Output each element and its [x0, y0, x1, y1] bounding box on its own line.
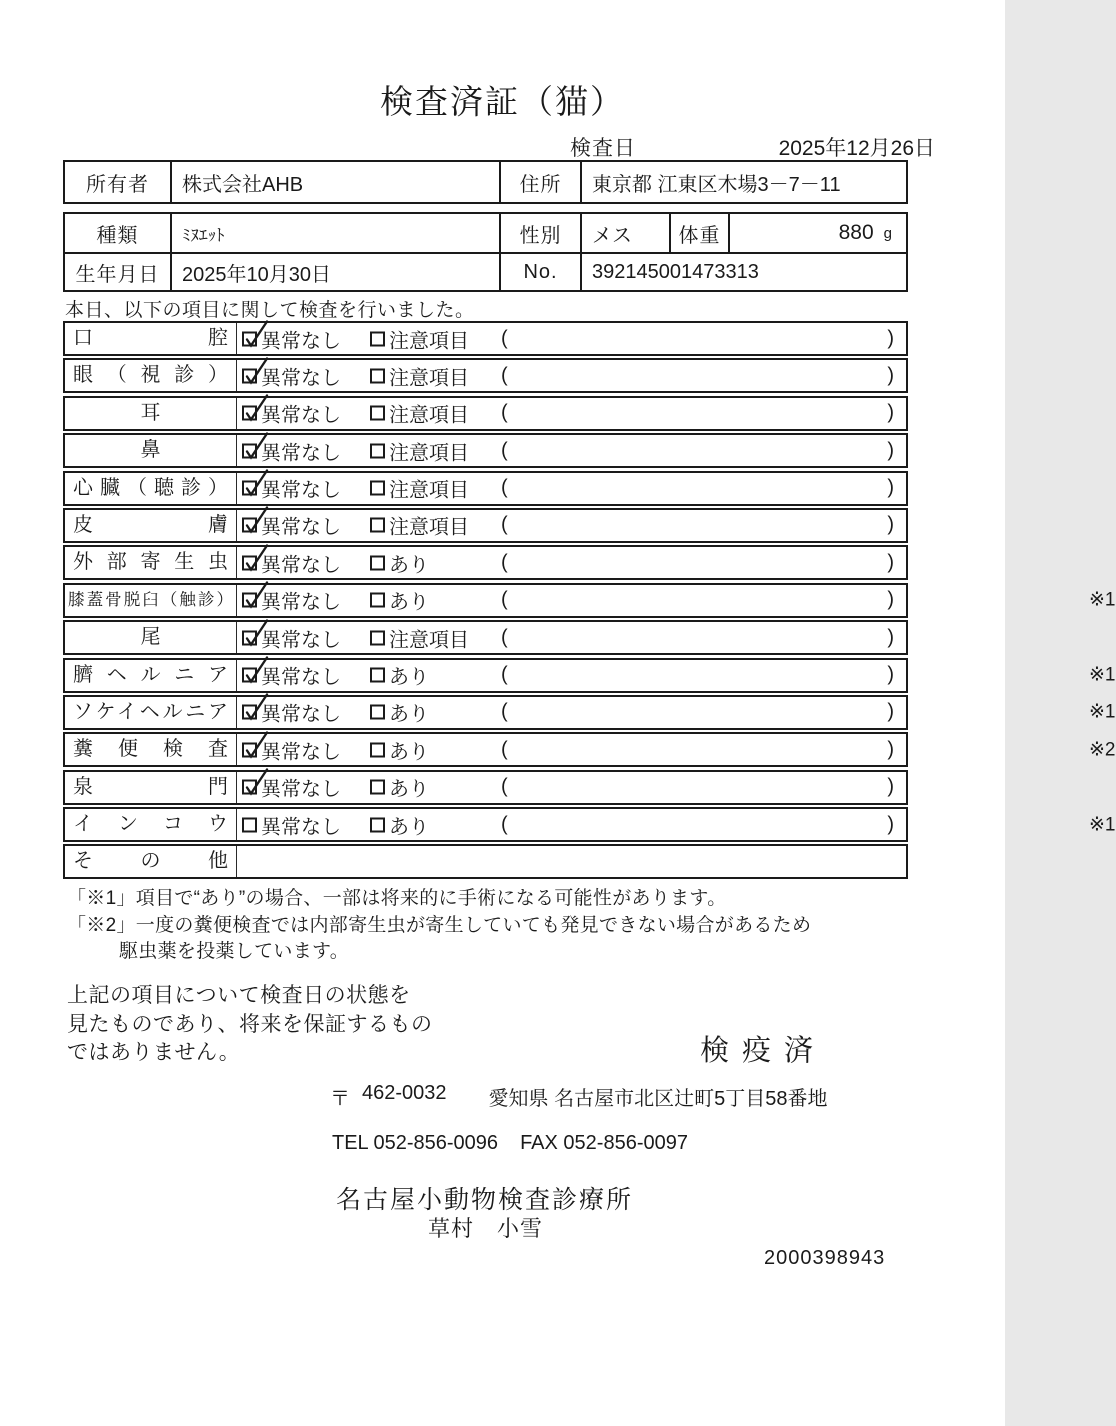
checklist-row: [63, 545, 908, 580]
birth-row: [65, 252, 906, 290]
number-label: No.: [499, 254, 580, 290]
option-no-abnormality-label: 異常なし: [261, 367, 341, 390]
unchecked-checkbox: [370, 593, 385, 608]
checklist-row: [63, 695, 1116, 730]
remarks-paren-close: ): [887, 439, 894, 462]
unchecked-checkbox: [370, 443, 385, 458]
unchecked-checkbox: [370, 518, 385, 533]
quarantine-stamp: 検疫済: [700, 1035, 827, 1067]
checked-checkbox: [242, 331, 257, 346]
remarks-paren-open: (: [501, 327, 508, 349]
checked-checkbox: [242, 742, 257, 757]
unchecked-checkbox: [370, 630, 385, 645]
option-no-abnormality: [242, 623, 341, 652]
unchecked-checkbox: [370, 705, 385, 720]
clinic-address: 愛知県 名古屋市北区辻町5丁目58番地: [488, 1088, 828, 1110]
checkmark-icon: [242, 730, 270, 760]
weight-unit: g: [883, 224, 892, 242]
option-no-abnormality-label: 異常なし: [261, 816, 341, 839]
unchecked-checkbox: [370, 481, 385, 496]
option-attention: [370, 436, 469, 465]
checklist-row: [63, 358, 908, 393]
checklist-row: [63, 844, 908, 879]
checked-checkbox: [242, 481, 257, 496]
birthdate-value: 2025年10月30日: [170, 254, 499, 290]
birthdate-label: 生年月日: [75, 263, 160, 286]
remarks-paren-open: (: [501, 439, 508, 462]
fax-label: FAX: [520, 1132, 558, 1154]
sex-label: 性別: [499, 214, 580, 252]
checklist-row: [63, 396, 908, 431]
reference-mark: ※1: [1089, 664, 1116, 686]
checkmark-icon: [242, 469, 270, 499]
unchecked-checkbox: [370, 368, 385, 383]
checklist-table: [63, 321, 1116, 879]
option-no-abnormality-label: 異常なし: [261, 479, 341, 502]
option-attention-label: あり: [389, 816, 429, 839]
option-attention: [370, 735, 429, 764]
checklist-row: [63, 471, 908, 506]
inspection-date-label: 検査日: [570, 137, 636, 160]
option-no-abnormality-label: 異常なし: [261, 703, 341, 726]
checked-checkbox: [242, 593, 257, 608]
checklist-result-cell: [237, 360, 906, 391]
checklist-item-label: 臍ヘルニア: [65, 660, 237, 691]
checkmark-icon: [242, 506, 270, 536]
checked-checkbox: [242, 555, 257, 570]
option-no-abnormality-label: 異常なし: [261, 629, 341, 652]
option-no-abnormality: [242, 436, 341, 465]
option-attention: [370, 661, 429, 690]
intro-statement: 本日、以下の項目に関して検査を行いました。: [65, 300, 475, 321]
option-attention: [370, 810, 429, 839]
checked-checkbox: [242, 368, 257, 383]
remarks-paren-open: (: [501, 513, 508, 536]
option-no-abnormality: [242, 735, 341, 764]
owner-label: 所有者: [86, 173, 149, 196]
remarks-paren-open: (: [501, 476, 508, 499]
footnotes: [67, 886, 811, 966]
remarks-paren-close: ): [887, 476, 894, 499]
checklist-result-cell: [237, 510, 906, 541]
checklist-row: [63, 807, 1116, 842]
remarks-paren-close: ): [887, 401, 894, 424]
remarks-paren-close: ): [887, 327, 894, 349]
serial-number: 2000398943: [764, 1247, 886, 1269]
animal-info-table: [63, 212, 908, 292]
option-no-abnormality-label: 異常なし: [261, 554, 341, 577]
checked-checkbox: [242, 443, 257, 458]
option-attention-label: 注意項目: [389, 479, 469, 502]
checked-checkbox: [242, 668, 257, 683]
option-attention-label: 注意項目: [389, 330, 469, 352]
unchecked-checkbox: [370, 742, 385, 757]
checked-checkbox: [242, 705, 257, 720]
checked-checkbox: [242, 780, 257, 795]
checklist-item-label: 尾: [65, 622, 237, 653]
option-no-abnormality: [242, 773, 341, 802]
unchecked-checkbox: [370, 406, 385, 421]
remarks-paren-close: ): [887, 738, 894, 761]
footnote-2-continued: 駆虫薬を投薬しています。: [119, 941, 350, 962]
disclaimer-line-3: ではありません。: [67, 1041, 241, 1064]
checklist-row: [63, 658, 1116, 693]
breed-row: [65, 214, 906, 252]
footnote-2: 「※2」一度の糞便検査では内部寄生虫が寄生していても発見できない場合があるため: [67, 914, 812, 936]
option-no-abnormality: [242, 661, 341, 690]
option-no-abnormality: [242, 698, 341, 727]
document-title: 検査済証（猫）: [380, 83, 625, 120]
checklist-result-cell: [237, 772, 906, 803]
checkmark-icon: [242, 581, 270, 611]
disclaimer-line-2: 見たものであり、将来を保証するもの: [67, 1012, 433, 1036]
examiner-name: 草村 小雪: [428, 1216, 544, 1241]
option-no-abnormality-label: 異常なし: [261, 778, 341, 801]
option-attention-label: 注意項目: [389, 367, 469, 390]
checkmark-icon: [242, 431, 270, 461]
checklist-item-label: ソケイヘルニア: [65, 697, 237, 728]
option-no-abnormality: [242, 586, 341, 615]
unchecked-checkbox: [242, 817, 257, 832]
checklist-row: [63, 583, 1116, 618]
weight-label: 体重: [669, 214, 728, 252]
option-attention: [370, 586, 429, 615]
option-attention-label: あり: [389, 591, 429, 614]
unchecked-checkbox: [370, 331, 385, 346]
remarks-paren-close: ): [887, 775, 894, 798]
option-attention: [370, 474, 469, 503]
checkmark-icon: [242, 768, 270, 798]
number-value: 392145001473313: [580, 254, 906, 290]
weight-value-cell: [728, 214, 906, 252]
option-no-abnormality-label: 異常なし: [261, 666, 341, 689]
checkmark-icon: [242, 394, 270, 424]
option-no-abnormality-label: 異常なし: [261, 741, 341, 764]
reference-mark: ※1: [1089, 589, 1116, 611]
checklist-item-label: 皮膚: [65, 510, 237, 541]
option-attention-label: あり: [389, 666, 429, 689]
checklist-result-cell: [237, 435, 906, 466]
option-attention-label: あり: [389, 741, 429, 764]
checkmark-icon: [242, 693, 270, 723]
checklist-item-label: 膝蓋骨脱臼（触診）: [65, 585, 237, 616]
checklist-result-cell: [237, 547, 906, 578]
remarks-paren-close: ): [887, 813, 894, 836]
remarks-paren-open: (: [501, 401, 508, 424]
reference-mark: ※1: [1089, 701, 1116, 723]
checklist-result-cell: [237, 585, 1116, 616]
remarks-paren-open: (: [501, 813, 508, 836]
checklist-row: [63, 433, 908, 468]
checklist-result-cell: [237, 809, 1116, 840]
checklist-row: [63, 620, 908, 655]
checked-checkbox: [242, 518, 257, 533]
postal-mark: 〒: [330, 1088, 350, 1110]
postal-code: 462-0032: [362, 1082, 447, 1104]
owner-row: [65, 162, 906, 202]
checklist-item-label: その他: [65, 846, 237, 877]
checkmark-icon: [242, 618, 270, 648]
remarks-paren-open: (: [501, 551, 508, 574]
unchecked-checkbox: [370, 780, 385, 795]
checkmark-icon: [242, 656, 270, 686]
checklist-item-label: 糞便検査: [65, 734, 237, 765]
remarks-paren-open: (: [501, 663, 508, 686]
breed-value: ﾐﾇｴｯﾄ: [170, 214, 499, 252]
checklist-result-cell: [237, 697, 1116, 728]
checklist-item-label: 耳: [65, 398, 237, 429]
option-attention: [370, 361, 469, 390]
checklist-result-cell: [237, 622, 906, 653]
option-attention-label: あり: [389, 554, 429, 577]
tel-label: TEL: [332, 1132, 368, 1154]
option-no-abnormality: [242, 810, 341, 839]
checklist-result-cell: [237, 473, 906, 504]
option-no-abnormality: [242, 361, 341, 390]
option-no-abnormality: [242, 548, 341, 577]
remarks-paren-open: (: [501, 775, 508, 798]
checklist-item-label: 心臓（聴診）: [65, 473, 237, 504]
address-label: 住所: [499, 162, 580, 202]
option-attention-label: あり: [389, 778, 429, 801]
checklist-row: [63, 770, 908, 805]
unchecked-checkbox: [370, 817, 385, 832]
option-attention-label: あり: [389, 703, 429, 726]
checklist-item-label: 眼（視診）: [65, 360, 237, 391]
checklist-item-label: 鼻: [65, 435, 237, 466]
checkmark-icon: [242, 319, 270, 349]
remarks-paren-close: ): [887, 513, 894, 536]
option-attention-label: 注意項目: [389, 442, 469, 465]
option-no-abnormality: [242, 324, 341, 353]
disclaimer-text: [67, 982, 433, 1068]
checklist-row: [63, 321, 908, 356]
option-no-abnormality-label: 異常なし: [261, 516, 341, 539]
checkmark-icon: [242, 356, 270, 386]
reference-mark: ※2: [1089, 739, 1116, 761]
checklist-result-cell: [237, 846, 906, 877]
checklist-row: [63, 508, 908, 543]
checklist-result-cell: [237, 734, 1116, 765]
checked-checkbox: [242, 406, 257, 421]
checklist-item-label: インコウ: [65, 809, 237, 840]
checklist-result-cell: [237, 660, 1116, 691]
checklist-result-cell: [237, 398, 906, 429]
checkmark-icon: [242, 543, 270, 573]
inspection-date-value: 2025年12月26日: [778, 137, 935, 160]
option-attention: [370, 773, 429, 802]
sex-value: メス: [580, 214, 669, 252]
unchecked-checkbox: [370, 555, 385, 570]
option-no-abnormality: [242, 511, 341, 540]
address-value: 東京都 江東区木場3－7－11: [580, 162, 906, 202]
option-no-abnormality-label: 異常なし: [261, 404, 341, 427]
weight-value: 880: [838, 221, 874, 244]
clinic-name: 名古屋小動物検査診療所: [336, 1186, 634, 1214]
option-attention: [370, 399, 469, 428]
remarks-paren-close: ): [887, 626, 894, 649]
tel-value: 052-856-0096: [373, 1132, 499, 1154]
remarks-paren-close: ): [887, 700, 894, 723]
checklist-row: [63, 732, 1116, 767]
remarks-paren-close: ): [887, 663, 894, 686]
option-attention: [370, 623, 469, 652]
clinic-address-line: [330, 1082, 827, 1111]
owner-value: 株式会社AHB: [170, 162, 499, 202]
option-attention: [370, 324, 469, 353]
option-no-abnormality-label: 異常なし: [261, 591, 341, 614]
remarks-paren-open: (: [501, 364, 508, 387]
remarks-paren-open: (: [501, 700, 508, 723]
option-no-abnormality-label: 異常なし: [261, 442, 341, 465]
checklist-item-label: 外部寄生虫: [65, 547, 237, 578]
fax-value: 052-856-0097: [563, 1132, 688, 1154]
option-attention-label: 注意項目: [389, 404, 469, 427]
remarks-paren-close: ): [887, 551, 894, 574]
option-attention-label: 注意項目: [389, 629, 469, 652]
option-attention-label: 注意項目: [389, 516, 469, 539]
option-no-abnormality: [242, 399, 341, 428]
unchecked-checkbox: [370, 668, 385, 683]
checklist-item-label: 泉門: [65, 772, 237, 803]
checklist-result-cell: [237, 323, 906, 354]
remarks-paren-open: (: [501, 738, 508, 761]
remarks-paren-open: (: [501, 626, 508, 649]
remarks-paren-close: ): [887, 588, 894, 611]
reference-mark: ※1: [1089, 814, 1116, 836]
remarks-paren-open: (: [501, 588, 508, 611]
option-attention: [370, 511, 469, 540]
checked-checkbox: [242, 630, 257, 645]
option-no-abnormality-label: 異常なし: [261, 330, 341, 352]
option-no-abnormality: [242, 474, 341, 503]
remarks-paren-close: ): [887, 364, 894, 387]
disclaimer-line-1: 上記の項目について検査日の状態を: [67, 984, 411, 1007]
footnote-1: 「※1」項目で“あり”の場合、一部は将来的に手術になる可能性があります。: [67, 888, 727, 909]
owner-table: [63, 160, 908, 204]
tel-fax-line: [332, 1132, 688, 1155]
breed-label: 種類: [96, 224, 139, 247]
option-attention: [370, 698, 429, 727]
option-attention: [370, 548, 429, 577]
checklist-item-label: 口腔: [65, 323, 237, 354]
